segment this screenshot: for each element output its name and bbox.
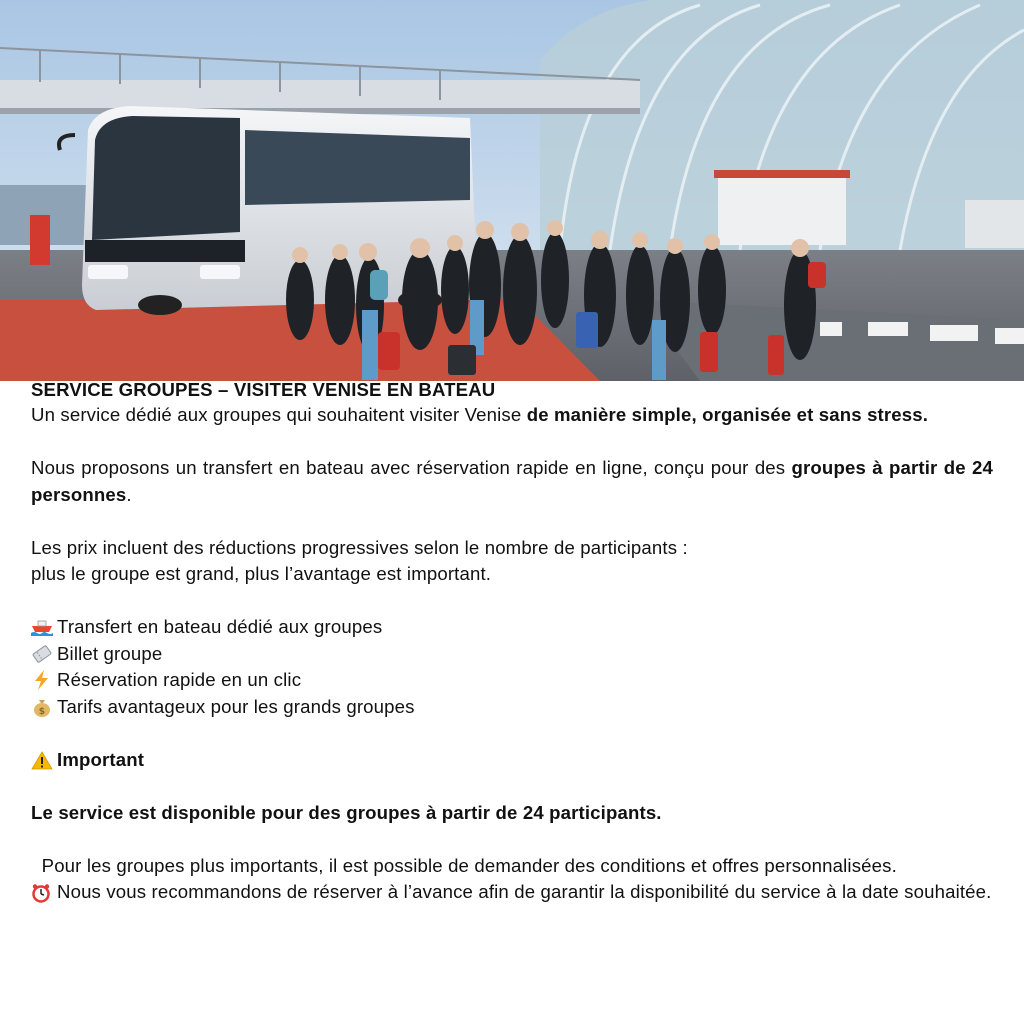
alarm-clock-icon — [31, 883, 51, 903]
prices-line-1: Les prix incluent des réductions progressives selon le nombre de participants : — [31, 536, 688, 558]
offer-text: Nous proposons un transfert en bateau avec réservation rapide en ligne, conçu pour des — [31, 457, 792, 478]
feature-label: Tarifs avantageux pour les grands groupes — [57, 695, 415, 717]
feature-label: Billet groupe — [57, 642, 163, 664]
important-heading — [31, 747, 993, 774]
availability-notice — [31, 800, 993, 827]
list-item — [31, 641, 993, 668]
intro-bold: de manière simple, organisée et sans stress. — [526, 404, 929, 425]
list-item — [31, 667, 993, 694]
article-body — [31, 378, 993, 906]
important-label: Important — [57, 748, 145, 770]
offer-end: . — [126, 483, 132, 505]
warning-icon — [31, 750, 53, 770]
feature-list — [31, 614, 993, 720]
list-item — [31, 614, 993, 641]
money-bag-icon — [31, 697, 53, 717]
svg-text:$: $ — [38, 706, 46, 717]
offer-paragraph — [31, 455, 993, 508]
list-item — [31, 694, 993, 721]
prices-line-2: plus le groupe est grand, plus l’avantage est important. — [31, 563, 492, 584]
feature-label: Réservation rapide en un clic — [57, 669, 302, 690]
lightning-icon — [31, 670, 53, 690]
availability-text: Le service est disponible pour des groupes à partir de 24 participants. — [31, 801, 662, 823]
custom-offer-paragraph: Pour les groupes plus importants, il est possible de demander des conditions et offres personnalisées. — [31, 854, 897, 876]
ticket-icon — [31, 644, 53, 664]
hero-photo — [0, 0, 1024, 381]
intro-paragraph — [31, 402, 993, 429]
recommend-paragraph — [31, 879, 993, 906]
feature-label: Transfert en bateau dédié aux groupes — [57, 616, 383, 637]
intro-text: Un service dédié aux groupes qui souhaitent visiter Venise — [31, 404, 527, 425]
hero-illustration — [0, 0, 1024, 381]
offer-bold: groupes à partir de 24 personnes — [31, 457, 993, 505]
boat-icon — [31, 617, 53, 637]
recommend-text: Nous vous recommandons de réserver à l’avance afin de garantir la disponibilité du service à la date souhaitée. — [57, 881, 992, 902]
page-title: SERVICE GROUPES – VISITER VENISE EN BATEAU — [31, 379, 496, 400]
